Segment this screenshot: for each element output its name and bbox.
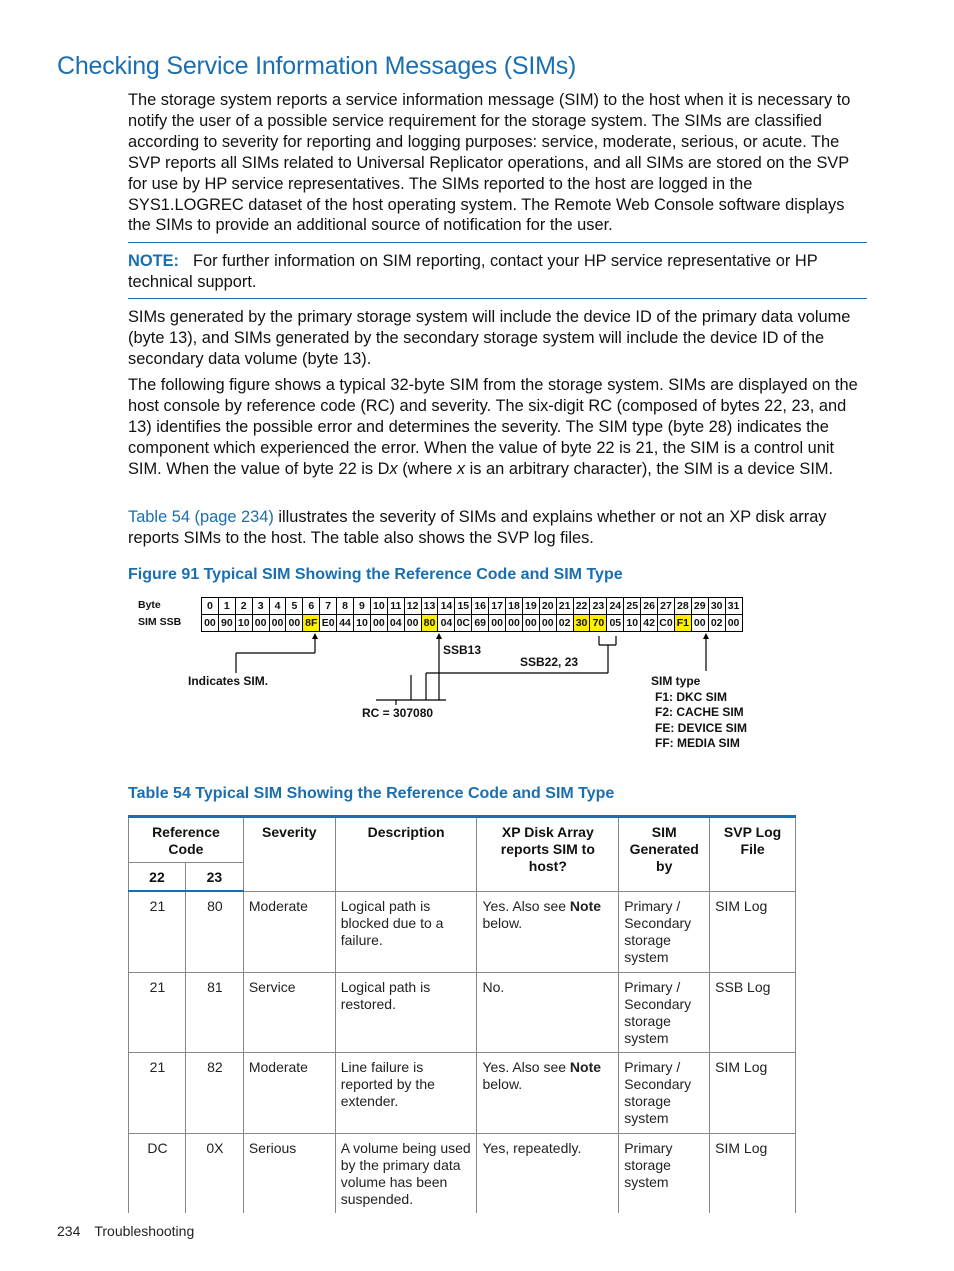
page-number: 234 bbox=[57, 1223, 81, 1239]
figure-explanation-paragraph bbox=[128, 375, 868, 480]
byte-value-cell: 90 bbox=[218, 614, 236, 632]
table-row bbox=[129, 891, 796, 972]
text-run: illustrates the severity of SIMs and explains whether or not an XP disk array reports SIMs to the host. The table also shows the SVP log files. bbox=[128, 508, 827, 547]
reports-text: No. bbox=[482, 978, 505, 995]
ssb13-label: SSB13 bbox=[443, 643, 482, 657]
rc-label: RC = 307080 bbox=[362, 706, 434, 720]
cell-reports-to-host bbox=[477, 1052, 619, 1133]
page-title: Checking Service Information Messages (SIMs) bbox=[57, 52, 577, 80]
cell-svp-log: SIM Log bbox=[710, 1133, 796, 1213]
header-severity: Severity bbox=[243, 817, 335, 892]
table-row bbox=[129, 1133, 796, 1213]
byte-number-cell: 2 bbox=[235, 597, 253, 615]
byte-number-cell: 30 bbox=[708, 597, 726, 615]
cell-byte-23: 0X bbox=[185, 1133, 243, 1213]
byte-value-cell: 00 bbox=[252, 614, 270, 632]
byte-value-cell: 04 bbox=[437, 614, 455, 632]
byte-value-cell: 00 bbox=[691, 614, 709, 632]
header-byte-23: 23 bbox=[185, 863, 243, 892]
cell-svp-log: SIM Log bbox=[710, 891, 796, 972]
byte-number-cell: 16 bbox=[471, 597, 489, 615]
footer-section: Troubleshooting bbox=[94, 1223, 195, 1239]
byte-value-cell: 10 bbox=[623, 614, 641, 632]
cell-byte-23: 81 bbox=[185, 972, 243, 1052]
header-reference-code: Reference Code bbox=[129, 817, 244, 863]
cell-severity: Moderate bbox=[243, 1052, 335, 1133]
byte-number-cell: 31 bbox=[725, 597, 743, 615]
sim-severity-table bbox=[128, 815, 796, 1213]
byte-value-cell: 00 bbox=[370, 614, 388, 632]
byte-value-cell: 02 bbox=[556, 614, 574, 632]
header-description: Description bbox=[335, 817, 477, 892]
cell-reports-to-host bbox=[477, 1133, 619, 1213]
sim-type-legend bbox=[651, 674, 747, 752]
byte-number-cell: 21 bbox=[556, 597, 574, 615]
cell-generated-by: Primary / Secondary storage system bbox=[619, 891, 710, 972]
sim-type-f1: F1: DKC SIM bbox=[655, 689, 727, 704]
byte-value-cell: 00 bbox=[488, 614, 506, 632]
italic-x: x bbox=[456, 459, 466, 478]
cell-generated-by: Primary / Secondary storage system bbox=[619, 1052, 710, 1133]
byte-value-cell: 80 bbox=[421, 614, 439, 632]
cell-generated-by: Primary storage system bbox=[619, 1133, 710, 1213]
note-label: NOTE: bbox=[128, 252, 179, 270]
header-svp-log: SVP Log File bbox=[710, 817, 796, 892]
sim-ssb-row bbox=[136, 614, 768, 631]
byte-value-cell: 04 bbox=[387, 614, 405, 632]
byte-number-cell: 6 bbox=[302, 597, 320, 615]
sim-type-fe: FE: DEVICE SIM bbox=[655, 720, 748, 735]
byte-value-cell: F1 bbox=[674, 614, 692, 632]
byte-value-cell: 8F bbox=[302, 614, 320, 632]
byte-number-cell: 9 bbox=[353, 597, 371, 615]
byte-number-cell: 15 bbox=[454, 597, 472, 615]
byte-value-cell: 05 bbox=[606, 614, 624, 632]
byte-number-cell: 19 bbox=[522, 597, 540, 615]
sim-type-f2: F2: CACHE SIM bbox=[655, 705, 744, 719]
byte-value-cell: C0 bbox=[657, 614, 675, 632]
byte-row-label: Byte bbox=[138, 599, 161, 611]
ssb-row-label: SIM SSB bbox=[138, 616, 182, 628]
byte-number-cell: 27 bbox=[657, 597, 675, 615]
byte-number-cell: 17 bbox=[488, 597, 506, 615]
byte-value-cell: 0C bbox=[454, 614, 472, 632]
cell-description: Logical path is restored. bbox=[335, 972, 477, 1052]
cell-byte-22: DC bbox=[129, 1133, 186, 1213]
byte-value-cell: 00 bbox=[725, 614, 743, 632]
byte-number-cell: 4 bbox=[269, 597, 287, 615]
sim-type-ff: FF: MEDIA SIM bbox=[655, 736, 740, 750]
cell-severity: Serious bbox=[243, 1133, 335, 1213]
byte-number-cell: 14 bbox=[437, 597, 455, 615]
byte-value-cell: 00 bbox=[285, 614, 303, 632]
byte-number-row bbox=[136, 597, 768, 614]
note-block bbox=[128, 251, 868, 293]
byte-value-cell: 02 bbox=[708, 614, 726, 632]
cell-reports-to-host bbox=[477, 972, 619, 1052]
ssb22-23-label: SSB22, 23 bbox=[520, 655, 579, 669]
byte-number-cell: 8 bbox=[336, 597, 354, 615]
byte-value-cell: 00 bbox=[201, 614, 219, 632]
cell-svp-log: SIM Log bbox=[710, 1052, 796, 1133]
byte-number-cell: 10 bbox=[370, 597, 388, 615]
cell-byte-22: 21 bbox=[129, 972, 186, 1052]
text-run: The following figure shows a typical 32-byte SIM from the storage system. SIMs are displayed on the host console by reference code (RC) and severity. The six-digit RC (composed of bytes 22, 23, and 13) identifies the possible error and determines the severity. The SIM type (byte 28) indicates the component which experienced the error. When the value of byte 22 is 21, the SIM is a control unit SIM. When the value of byte 22 is D bbox=[128, 376, 858, 478]
device-id-paragraph: SIMs generated by the primary storage system will include the device ID of the primary data volume (byte 13), and SIMs generated by the secondary storage system will include the device ID of the secondary data volume (byte 13). bbox=[128, 308, 851, 368]
arrowhead bbox=[436, 633, 442, 639]
reports-text: below. bbox=[482, 1075, 523, 1092]
byte-number-cell: 18 bbox=[505, 597, 523, 615]
byte-number-cell: 25 bbox=[623, 597, 641, 615]
byte-value-cell: 10 bbox=[235, 614, 253, 632]
byte-number-cell: 28 bbox=[674, 597, 692, 615]
cell-byte-22: 21 bbox=[129, 891, 186, 972]
intro-paragraph: The storage system reports a service information message (SIM) to the host when it is necessary to notify the user of a possible service requirement for the storage system. The SIMs are classified according to severity for reporting and logging purposes: service, moderate, serious, or acute. The SVP reports all SIMs related to Universal Replicator operations, and all SIMs are stored on the SVP for use by HP service representatives. The SIMs reported to the host are logged in the SYS1.LOGREC dataset of the host operating system. The Remote Web Console software displays the SIMs to provide an additional source of notification for the user. bbox=[128, 91, 851, 235]
sim-byte-diagram bbox=[136, 597, 768, 633]
cell-severity: Service bbox=[243, 972, 335, 1052]
byte-number-cell: 11 bbox=[387, 597, 405, 615]
sim-type-title: SIM type bbox=[651, 674, 701, 688]
header-xp-reports: XP Disk Array reports SIM to host? bbox=[477, 817, 619, 892]
table-caption: Table 54 Typical SIM Showing the Reference Code and SIM Type bbox=[128, 785, 615, 802]
cell-reports-to-host bbox=[477, 891, 619, 972]
text-run: (where bbox=[397, 459, 457, 478]
byte-value-cell: 00 bbox=[505, 614, 523, 632]
byte-number-cell: 0 bbox=[201, 597, 219, 615]
cell-description: Logical path is blocked due to a failure. bbox=[335, 891, 477, 972]
byte-value-cell: 00 bbox=[269, 614, 287, 632]
byte-number-cell: 20 bbox=[539, 597, 557, 615]
header-generated-by: SIM Generated by bbox=[619, 817, 710, 892]
reports-text: Yes. Also see bbox=[482, 1058, 570, 1075]
byte-number-cell: 29 bbox=[691, 597, 709, 615]
byte-number-cell: 26 bbox=[640, 597, 658, 615]
note-bottom-rule bbox=[128, 298, 867, 299]
byte-value-cell: 10 bbox=[353, 614, 371, 632]
cell-generated-by: Primary / Secondary storage system bbox=[619, 972, 710, 1052]
cell-description: A volume being used by the primary data volume has been suspended. bbox=[335, 1133, 477, 1213]
arrowhead bbox=[312, 633, 318, 639]
italic-x: x bbox=[389, 459, 398, 478]
byte-number-cell: 12 bbox=[404, 597, 422, 615]
byte-value-cell: 00 bbox=[404, 614, 422, 632]
byte-number-cell: 22 bbox=[573, 597, 591, 615]
byte-number-cell: 24 bbox=[606, 597, 624, 615]
table-54-link[interactable]: Table 54 (page 234) bbox=[128, 508, 274, 526]
byte-value-cell: 44 bbox=[336, 614, 354, 632]
page-footer bbox=[57, 1223, 194, 1239]
cell-description: Line failure is reported by the extender. bbox=[335, 1052, 477, 1133]
note-text: For further information on SIM reporting, contact your HP service representative or HP technical support. bbox=[128, 252, 818, 291]
cell-svp-log: SSB Log bbox=[710, 972, 796, 1052]
reports-text: Yes. Also see bbox=[482, 897, 570, 914]
reports-text: Yes, repeatedly. bbox=[482, 1139, 582, 1156]
byte-number-cell: 3 bbox=[252, 597, 270, 615]
byte-value-cell: 69 bbox=[471, 614, 489, 632]
byte-value-cell: 70 bbox=[589, 614, 607, 632]
byte-value-cell: 00 bbox=[522, 614, 540, 632]
note-top-rule bbox=[128, 242, 867, 243]
indicates-sim-label: Indicates SIM. bbox=[188, 674, 269, 688]
byte-value-cell: E0 bbox=[319, 614, 337, 632]
figure-caption: Figure 91 Typical SIM Showing the Reference Code and SIM Type bbox=[128, 566, 623, 583]
byte-value-cell: 00 bbox=[539, 614, 557, 632]
byte-number-cell: 5 bbox=[285, 597, 303, 615]
header-byte-22: 22 bbox=[129, 863, 186, 892]
cell-byte-22: 21 bbox=[129, 1052, 186, 1133]
cell-severity: Moderate bbox=[243, 891, 335, 972]
byte-number-cell: 23 bbox=[589, 597, 607, 615]
arrowhead bbox=[703, 633, 709, 639]
reports-note-ref: Note bbox=[569, 897, 602, 914]
table-reference-paragraph bbox=[128, 507, 868, 549]
reports-note-ref: Note bbox=[569, 1058, 602, 1075]
table-row bbox=[129, 1052, 796, 1133]
reports-text: below. bbox=[482, 914, 523, 931]
table-row bbox=[129, 972, 796, 1052]
text-run: is an arbitrary character), the SIM is a device SIM. bbox=[465, 459, 834, 478]
cell-byte-23: 82 bbox=[185, 1052, 243, 1133]
byte-value-cell: 30 bbox=[573, 614, 591, 632]
byte-number-cell: 13 bbox=[421, 597, 439, 615]
cell-byte-23: 80 bbox=[185, 891, 243, 972]
byte-value-cell: 42 bbox=[640, 614, 658, 632]
byte-number-cell: 7 bbox=[319, 597, 337, 615]
byte-number-cell: 1 bbox=[218, 597, 236, 615]
